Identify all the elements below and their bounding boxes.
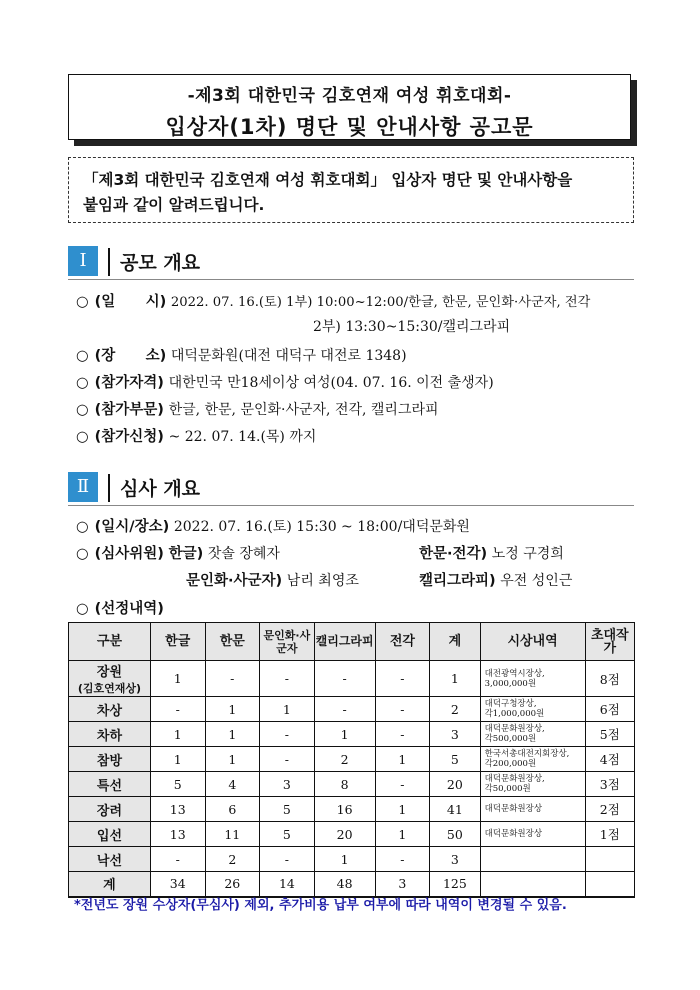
award-text: 대전광역시장상,: [484, 668, 545, 679]
award-amount: 각50,000원: [484, 784, 531, 794]
award-cell: [480, 661, 585, 697]
bullet-circle: ○: [76, 546, 89, 562]
judge-names: 우전 성인근: [500, 573, 573, 589]
row-label-text: 차상: [96, 703, 123, 719]
table-total-row: [69, 872, 635, 897]
item-value-cont: 2부) 13:30~15:30/캘리그라피: [313, 319, 511, 335]
bullet-circle: ○: [76, 429, 89, 445]
award-cell: [480, 822, 585, 847]
item-label: (일 시): [94, 294, 167, 310]
column-header: 구분: [69, 623, 151, 661]
row-label: [69, 661, 151, 697]
award-amount: 각500,000원: [484, 734, 537, 744]
column-header: 캘리그라피: [314, 623, 375, 661]
title-frame: [68, 74, 631, 140]
column-header: 시상내역: [480, 623, 585, 661]
award-cell: [480, 797, 585, 822]
table-cell: 34: [150, 872, 205, 897]
award-cell: [480, 847, 585, 872]
table-cell: -: [150, 697, 205, 722]
award-cell: [480, 697, 585, 722]
table-cell: 5: [430, 747, 480, 772]
table-cell: 1: [314, 847, 375, 872]
item-value: 2022. 07. 16.(토) 1부) 10:00~12:00/한글, 한문, 문인화·사군자, 전각: [170, 295, 591, 310]
table-cell: 1: [314, 722, 375, 747]
points-cell: 5점: [585, 722, 634, 747]
table-row: [69, 697, 635, 722]
outline-item-application: [76, 425, 316, 446]
award-text: 대덕문화원장상: [484, 804, 543, 814]
table-cell: -: [260, 722, 315, 747]
column-header: 전각: [375, 623, 430, 661]
award-cell: [480, 872, 585, 897]
points-cell: 6점: [585, 697, 634, 722]
column-header: 계: [430, 623, 480, 661]
table-row: [69, 747, 635, 772]
table-cell: 3: [430, 847, 480, 872]
row-label-text: 장원: [96, 665, 123, 680]
row-label-text: 장려: [96, 803, 123, 819]
table-cell: -: [150, 847, 205, 872]
points-cell: [585, 847, 634, 872]
table-cell: 11: [205, 822, 260, 847]
intro-line-2: 붙임과 같이 알려드립니다.: [83, 196, 265, 214]
table-row: [69, 847, 635, 872]
review-judge-2: [419, 542, 564, 563]
table-cell: -: [260, 847, 315, 872]
row-label-text: 입선: [96, 828, 123, 844]
row-label: [69, 697, 151, 722]
outline-item-date: [76, 290, 590, 311]
table-cell: 1: [260, 697, 315, 722]
table-cell: 16: [314, 797, 375, 822]
table-cell: -: [375, 697, 430, 722]
title-box: [68, 74, 637, 146]
award-cell: [480, 722, 585, 747]
item-label: (참가자격): [94, 375, 164, 391]
table-cell: -: [375, 772, 430, 797]
table-cell: 50: [430, 822, 480, 847]
points-cell: 2점: [585, 797, 634, 822]
award-text: 한국서총대전지회장상,: [484, 749, 570, 759]
bullet-circle: ○: [76, 402, 89, 418]
table-cell: 26: [205, 872, 260, 897]
row-label-text: 낙선: [96, 853, 123, 869]
table-cell: -: [375, 661, 430, 697]
bullet-circle: ○: [76, 348, 89, 364]
outline-item-category: [76, 398, 439, 419]
table-cell: 1: [150, 747, 205, 772]
table-cell: -: [375, 722, 430, 747]
award-amount: 3,000,000원: [484, 678, 537, 689]
judge-field: 한글): [168, 546, 204, 562]
award-amount: 각200,000원: [484, 759, 537, 769]
outline-item-eligibility: [76, 371, 494, 392]
row-label-text: 참방: [96, 753, 123, 769]
award-text: 대덕구청장상,: [484, 699, 537, 709]
table-row: [69, 722, 635, 747]
award-amount: 각1,000,000원: [484, 709, 545, 719]
row-label: 계: [69, 872, 151, 897]
item-value: 한글, 한문, 문인화·사군자, 전각, 캘리그라피: [168, 402, 439, 418]
table-cell: -: [260, 747, 315, 772]
judge-names: 남리 최영조: [286, 573, 359, 589]
review-judges: [76, 542, 280, 563]
table-row: [69, 661, 635, 697]
row-label: [69, 722, 151, 747]
bullet-circle: ○: [76, 375, 89, 391]
item-label: (장 소): [94, 348, 167, 364]
table-cell: 1: [150, 661, 205, 697]
section-1-header: [68, 246, 634, 280]
award-text: 대덕문화원장상: [484, 829, 543, 839]
table-cell: -: [375, 847, 430, 872]
section-2-header: [68, 472, 634, 506]
table-cell: 3: [260, 772, 315, 797]
row-label-text: 특선: [96, 778, 123, 794]
section-divider: [108, 474, 110, 502]
table-cell: 5: [260, 797, 315, 822]
table-cell: -: [260, 661, 315, 697]
intro-box: [68, 157, 634, 223]
table-cell: 1: [375, 797, 430, 822]
table-cell: 41: [430, 797, 480, 822]
points-cell: 3점: [585, 772, 634, 797]
table-cell: 20: [430, 772, 480, 797]
item-value: 대덕문화원(대전 대덕구 대전로 1348): [170, 348, 407, 364]
review-schedule: [76, 515, 470, 536]
section-divider: [108, 248, 110, 276]
item-label: (참가부문): [94, 402, 164, 418]
table-cell: 3: [430, 722, 480, 747]
table-row: [69, 822, 635, 847]
document-title: 입상자(1차) 명단 및 안내사항 공고문: [165, 115, 534, 139]
judge-field: 문인화·사군자): [186, 573, 283, 589]
row-label: [69, 797, 151, 822]
judge-field: 캘리그라피): [419, 573, 496, 589]
table-cell: 1: [205, 747, 260, 772]
section-1-title: 공모 개요: [120, 252, 201, 274]
table-row: [69, 772, 635, 797]
points-cell: 8점: [585, 661, 634, 697]
table-header-row: [69, 623, 635, 661]
table-cell: 2: [430, 697, 480, 722]
judge-names: 잣솔 장혜자: [207, 546, 280, 562]
table-cell: -: [205, 661, 260, 697]
item-value: 2022. 07. 16.(토) 15:30 ~ 18:00/대덕문화원: [173, 519, 470, 535]
award-text: 대덕문화원장상,: [484, 724, 545, 734]
row-label: [69, 747, 151, 772]
table-cell: 8: [314, 772, 375, 797]
table-cell: 1: [375, 747, 430, 772]
item-label: (심사위원): [94, 546, 164, 562]
item-label: (일시/장소): [94, 519, 170, 535]
judge-field: 한문·전각): [419, 546, 488, 562]
table-row: [69, 797, 635, 822]
row-label-sub: (김호연재상): [77, 682, 142, 695]
bullet-circle: ○: [76, 519, 89, 535]
intro-line-1: 「제3회 대한민국 김호연재 여성 휘호대회」 입상자 명단 및 안내사항을: [83, 171, 573, 189]
points-cell: 1점: [585, 822, 634, 847]
column-header: 한글: [150, 623, 205, 661]
bullet-circle: ○: [76, 294, 89, 310]
table-cell: 5: [150, 772, 205, 797]
table-cell: 13: [150, 797, 205, 822]
table-cell: 5: [260, 822, 315, 847]
review-judge-4: [419, 569, 572, 590]
table-cell: 20: [314, 822, 375, 847]
column-header: 문인화·사군자: [260, 623, 315, 661]
judge-names: 노정 구경희: [491, 546, 564, 562]
document-subtitle: -제3회 대한민국 김호연재 여성 휘호대회-: [187, 86, 512, 106]
section-2-title: 심사 개요: [120, 478, 201, 500]
table-cell: 48: [314, 872, 375, 897]
section-2-number: Ⅱ: [68, 472, 98, 502]
table-cell: -: [314, 697, 375, 722]
bullet-circle: ○: [76, 601, 89, 617]
outline-item-place: [76, 344, 407, 365]
column-header: 한문: [205, 623, 260, 661]
table-cell: 2: [205, 847, 260, 872]
table-cell: -: [314, 661, 375, 697]
selection-table: [68, 622, 635, 898]
row-label: [69, 822, 151, 847]
table-cell: 14: [260, 872, 315, 897]
table-cell: 13: [150, 822, 205, 847]
award-cell: [480, 772, 585, 797]
points-cell: 4점: [585, 747, 634, 772]
award-text: 대덕문화원장상,: [484, 774, 545, 784]
table-cell: 1: [375, 822, 430, 847]
table-cell: 1: [150, 722, 205, 747]
award-cell: [480, 747, 585, 772]
item-value: 대한민국 만18세이상 여성(04. 07. 16. 이전 출생자): [168, 375, 494, 391]
table-cell: 1: [205, 697, 260, 722]
footnote: *전년도 장원 수상자(무심사) 제외, 추가비용 납부 여부에 따라 내역이 변경될 수 있음.: [74, 898, 567, 913]
table-cell: 4: [205, 772, 260, 797]
table-cell: 6: [205, 797, 260, 822]
column-header: 초대작가: [585, 623, 634, 661]
row-label: [69, 847, 151, 872]
row-label: [69, 772, 151, 797]
table-cell: 1: [205, 722, 260, 747]
outline-item-date-cont: [313, 316, 510, 336]
item-value: ~ 22. 07. 14.(목) 까지: [168, 429, 317, 445]
item-label: (선정내역): [94, 601, 164, 617]
table-cell: 3: [375, 872, 430, 897]
review-judge-3: [186, 569, 359, 590]
points-cell: [585, 872, 634, 897]
section-1-number: Ⅰ: [68, 246, 98, 276]
table-cell: 2: [314, 747, 375, 772]
item-label: (참가신청): [94, 429, 164, 445]
row-label-text: 차하: [96, 728, 123, 744]
selection-heading: [76, 597, 164, 618]
table-cell: 1: [430, 661, 480, 697]
table-cell: 125: [430, 872, 480, 897]
